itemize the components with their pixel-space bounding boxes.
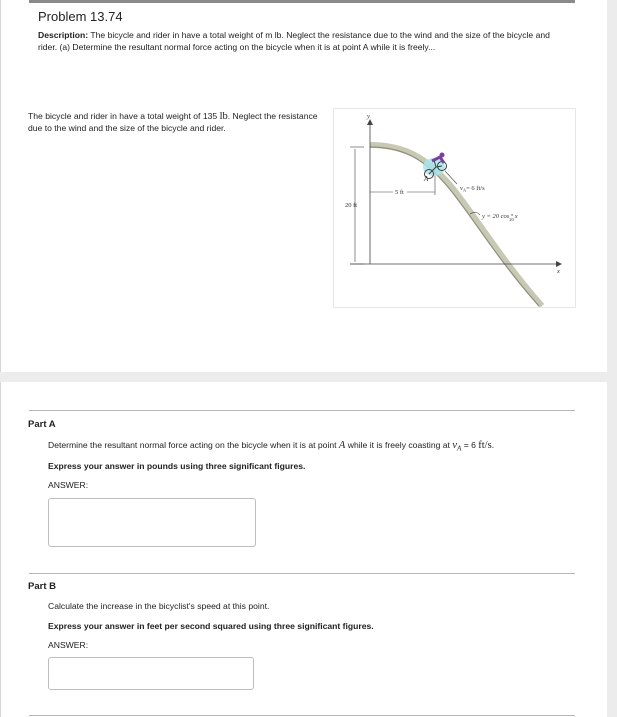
- bottom-divider: [29, 715, 575, 716]
- x-axis-label: x: [557, 268, 560, 275]
- parts-card: [0, 382, 607, 717]
- part-b-title: Part B: [28, 581, 56, 592]
- part-a-v-eq: = 6: [463, 440, 476, 450]
- top-divider: [29, 0, 575, 3]
- part-a-prompt-prefix: Determine the resultant normal force acting on the bicycle when it is at point: [48, 440, 337, 450]
- part-a-instruction: Express your answer in pounds using three significant figures.: [48, 461, 306, 471]
- bicycle-figure: [333, 108, 576, 308]
- part-a-answer-label: ANSWER:: [48, 480, 89, 490]
- x-axis-arrow: [556, 261, 562, 267]
- part-a-prompt-middle: while it is freely coasting at: [347, 440, 450, 450]
- part-a-title: Part A: [28, 419, 56, 430]
- height-label: 20 ft: [345, 202, 358, 209]
- statement-suffix: . Neglect the resistance due to the wind and the size of the bicycle and rider.: [28, 111, 318, 133]
- y-axis-label: y: [367, 113, 370, 120]
- statement-unit: lb: [219, 111, 228, 122]
- speed-symbol: v: [460, 185, 463, 192]
- curve-eq-prefix: y = 20 cos: [482, 213, 510, 220]
- curve-equation: [481, 212, 518, 222]
- part-a-answer-input[interactable]: [48, 498, 256, 547]
- part-b-prompt: Calculate the increase in the bicyclist's speed at this point.: [48, 601, 270, 611]
- description-label: Description:: [38, 30, 89, 40]
- part-a-prompt: [48, 440, 578, 453]
- speed-annotation: [460, 185, 485, 193]
- part-b-divider: [29, 573, 575, 574]
- part-b-answer-label: ANSWER:: [48, 640, 89, 650]
- speed-value: = 6 ft/s: [466, 185, 485, 192]
- curve-eq-suffix: x: [514, 213, 518, 220]
- figure-svg: [334, 109, 575, 307]
- part-b-answer-input[interactable]: [48, 657, 254, 690]
- part-a-point: A: [338, 440, 346, 451]
- part-a-v-symbol: v: [452, 440, 458, 451]
- curve-frac-den: 20: [509, 217, 514, 222]
- problem-statement: [28, 111, 328, 134]
- point-a-label: A: [424, 175, 429, 183]
- offset-label: 5 ft: [395, 189, 404, 196]
- part-a-divider: [29, 410, 575, 411]
- part-b-instruction: Express your answer in feet per second squared using three significant figures.: [48, 621, 374, 631]
- hill-area: [350, 147, 539, 305]
- description-text: The bicycle and rider in have a total weight of m lb. Neglect the resistance due to the wind and the size of the bicycle and rider. (a) Determine the resultant normal force acting on the bicycle when it is at point A while it is freely...: [38, 30, 550, 52]
- problem-description: [38, 30, 568, 53]
- part-a-v-unit: ft/s: [478, 440, 492, 451]
- problem-title: Problem 13.74: [38, 9, 123, 24]
- part-a-v-sub: A: [457, 444, 462, 453]
- statement-prefix: The bicycle and rider in have a total weight of 135: [28, 111, 218, 121]
- curve-frac-num: π: [510, 212, 514, 217]
- speed-subscript: A: [462, 187, 467, 193]
- part-a-prompt-end: .: [491, 440, 495, 450]
